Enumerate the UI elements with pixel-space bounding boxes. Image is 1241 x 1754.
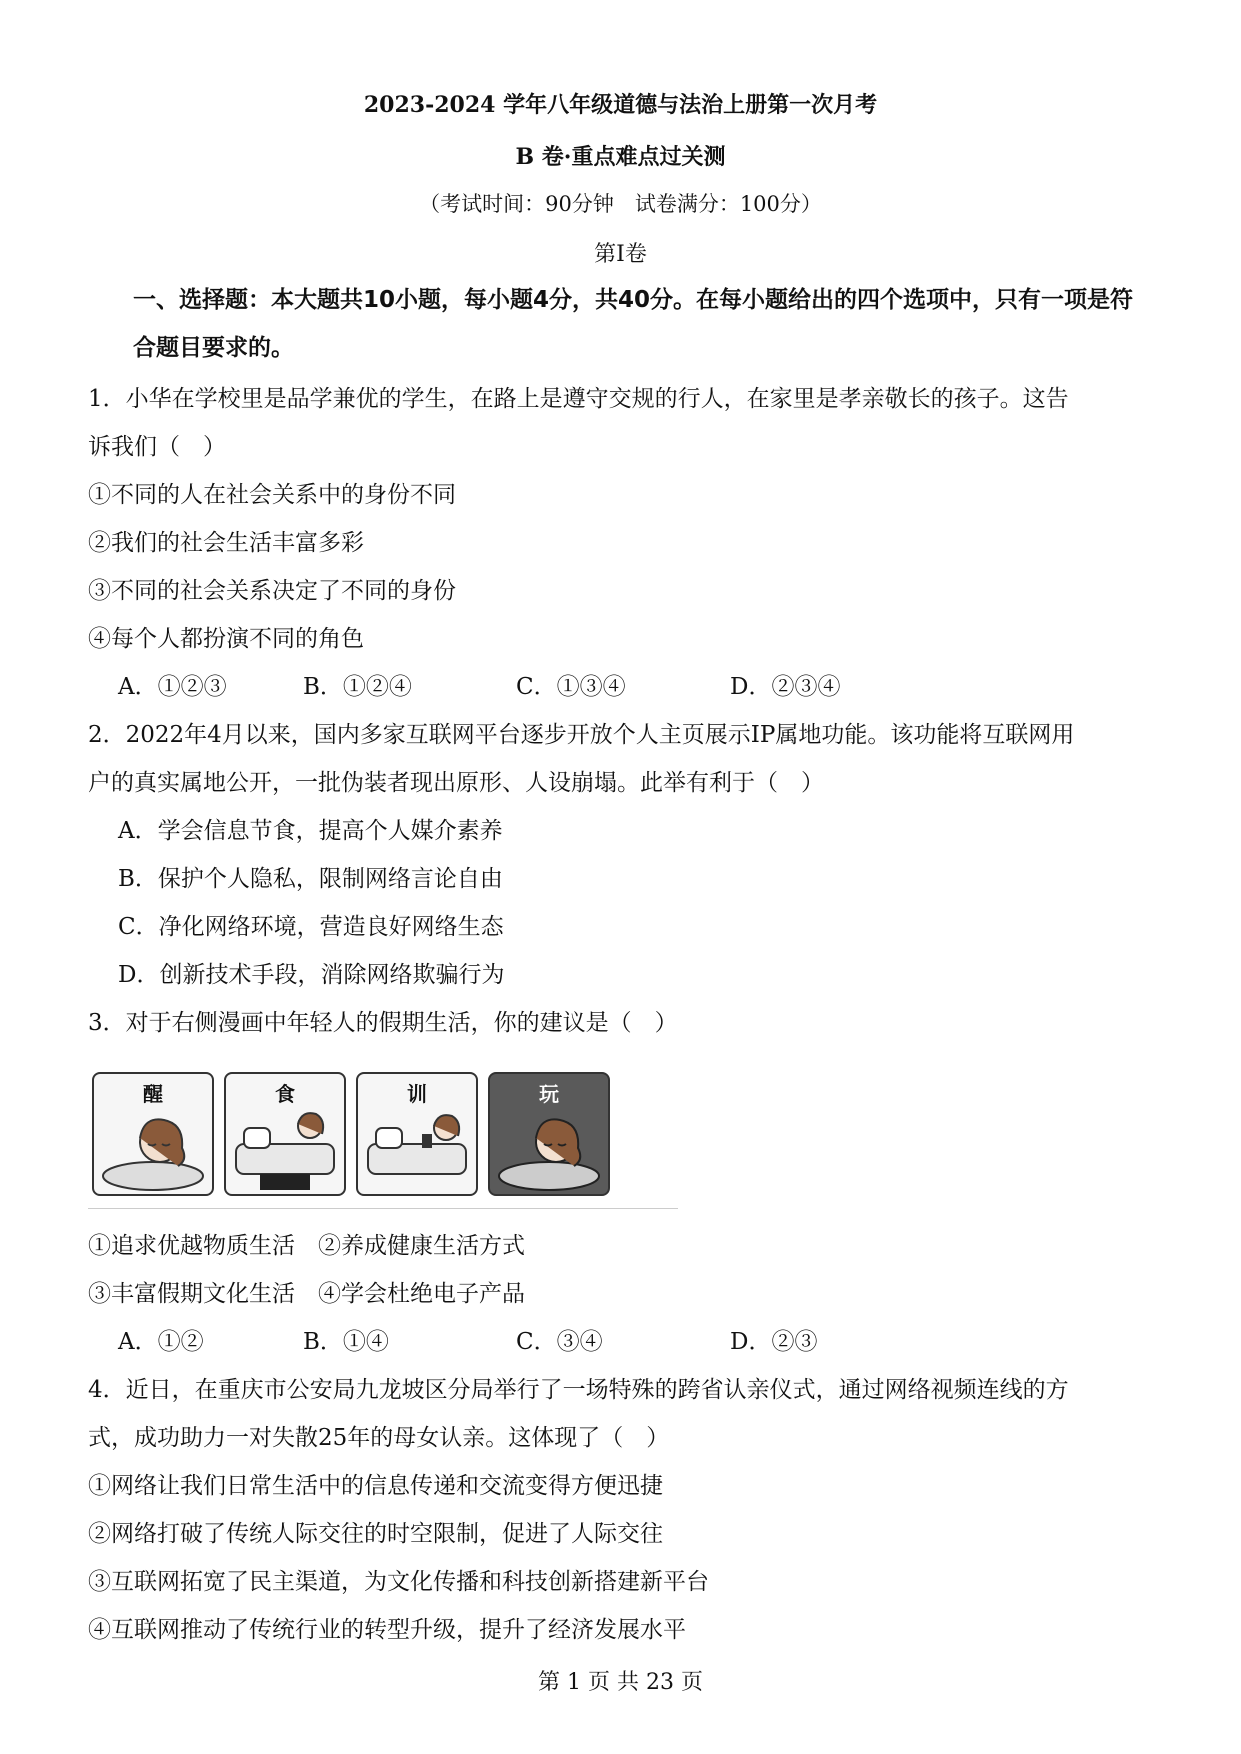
q1-stem-line1: 1．小华在学校里是品学兼优的学生，在路上是遵守交规的行人，在家里是孝亲敬长的孩子。这告: [88, 386, 1069, 412]
q3-option-a[interactable]: A．①②: [118, 1329, 204, 1355]
q4-item-1: ①网络让我们日常生活中的信息传递和交流变得方便迅捷: [88, 1473, 663, 1499]
q3-option-c[interactable]: C．③④: [516, 1329, 603, 1355]
comic-panel-eat: [224, 1072, 346, 1196]
section-heading: 一、选择题：本大题共10小题，每小题4分，共40分。在每小题给出的四个选项中，只有一项是符合题目要求的。: [133, 287, 1134, 361]
q2-option-a[interactable]: A．学会信息节食，提高个人媒介素养: [118, 818, 503, 844]
exam-info: （考试时间：90分钟 试卷满分：100分）: [419, 192, 822, 216]
volume-label: 第Ⅰ卷: [594, 242, 647, 267]
q3-option-b[interactable]: B．①④: [303, 1329, 389, 1355]
comic-label: 食: [275, 1082, 295, 1106]
comic-label: 玩: [539, 1082, 559, 1106]
sofa-person-icon: [230, 1104, 340, 1192]
comic-panel-wake: [92, 1072, 214, 1196]
q1-stem-line2: 诉我们（ ）: [88, 434, 226, 460]
sleeping-person-icon: [494, 1104, 604, 1192]
q1-option-b[interactable]: B．①②④: [303, 674, 412, 700]
q4-item-4: ④互联网推动了传统行业的转型升级，提升了经济发展水平: [88, 1617, 686, 1643]
q2-option-c[interactable]: C．净化网络环境，营造良好网络生态: [118, 914, 504, 940]
comic-panel-play: [488, 1072, 610, 1196]
q1-option-c[interactable]: C．①③④: [516, 674, 626, 700]
q4-stem-line1: 4．近日，在重庆市公安局九龙坡区分局举行了一场特殊的跨省认亲仪式，通过网络视频连线的方: [88, 1377, 1069, 1403]
q3-option-d[interactable]: D．②③: [730, 1329, 818, 1355]
q1-option-d[interactable]: D．②③④: [730, 674, 841, 700]
q2-stem-line2: 户的真实属地公开，一批伪装者现出原形、人设崩塌。此举有利于（ ）: [88, 770, 824, 796]
q3-items-line1: ①追求优越物质生活 ②养成健康生活方式: [88, 1233, 525, 1259]
q1-item-4: ④每个人都扮演不同的角色: [88, 626, 364, 652]
q3-stem: 3．对于右侧漫画中年轻人的假期生活，你的建议是（ ）: [88, 1010, 678, 1036]
q2-stem-line1: 2．2022年4月以来，国内多家互联网平台逐步开放个人主页展示IP属地功能。该功能将互联网用: [88, 722, 1075, 748]
q2-option-d[interactable]: D．创新技术手段，消除网络欺骗行为: [118, 962, 505, 988]
comic-label: 醒: [143, 1082, 163, 1106]
sleeping-person-icon: [98, 1104, 208, 1192]
exam-subtitle: B 卷·重点难点过关测: [515, 144, 726, 170]
q4-stem-line2: 式，成功助力一对失散25年的母女认亲。这体现了（ ）: [88, 1425, 670, 1451]
q3-items-line2: ③丰富假期文化生活 ④学会杜绝电子产品: [88, 1281, 525, 1307]
q1-item-2: ②我们的社会生活丰富多彩: [88, 530, 364, 556]
q1-item-1: ①不同的人在社会关系中的身份不同: [88, 482, 456, 508]
q4-item-2: ②网络打破了传统人际交往的时空限制，促进了人际交往: [88, 1521, 663, 1547]
q2-option-b[interactable]: B．保护个人隐私，限制网络言论自由: [118, 866, 503, 892]
exam-title: 2023-2024 学年八年级道德与法治上册第一次月考: [363, 92, 878, 118]
sofa-phone-icon: [362, 1104, 472, 1192]
q3-comic: [88, 1062, 678, 1209]
q4-item-3: ③互联网拓宽了民主渠道，为文化传播和科技创新搭建新平台: [88, 1569, 709, 1595]
comic-label: 训: [407, 1082, 427, 1106]
comic-panel-train: [356, 1072, 478, 1196]
q1-option-a[interactable]: A．①②③: [118, 674, 227, 700]
q1-item-3: ③不同的社会关系决定了不同的身份: [88, 578, 456, 604]
page-footer: 第 1 页 共 23 页: [538, 1670, 703, 1695]
